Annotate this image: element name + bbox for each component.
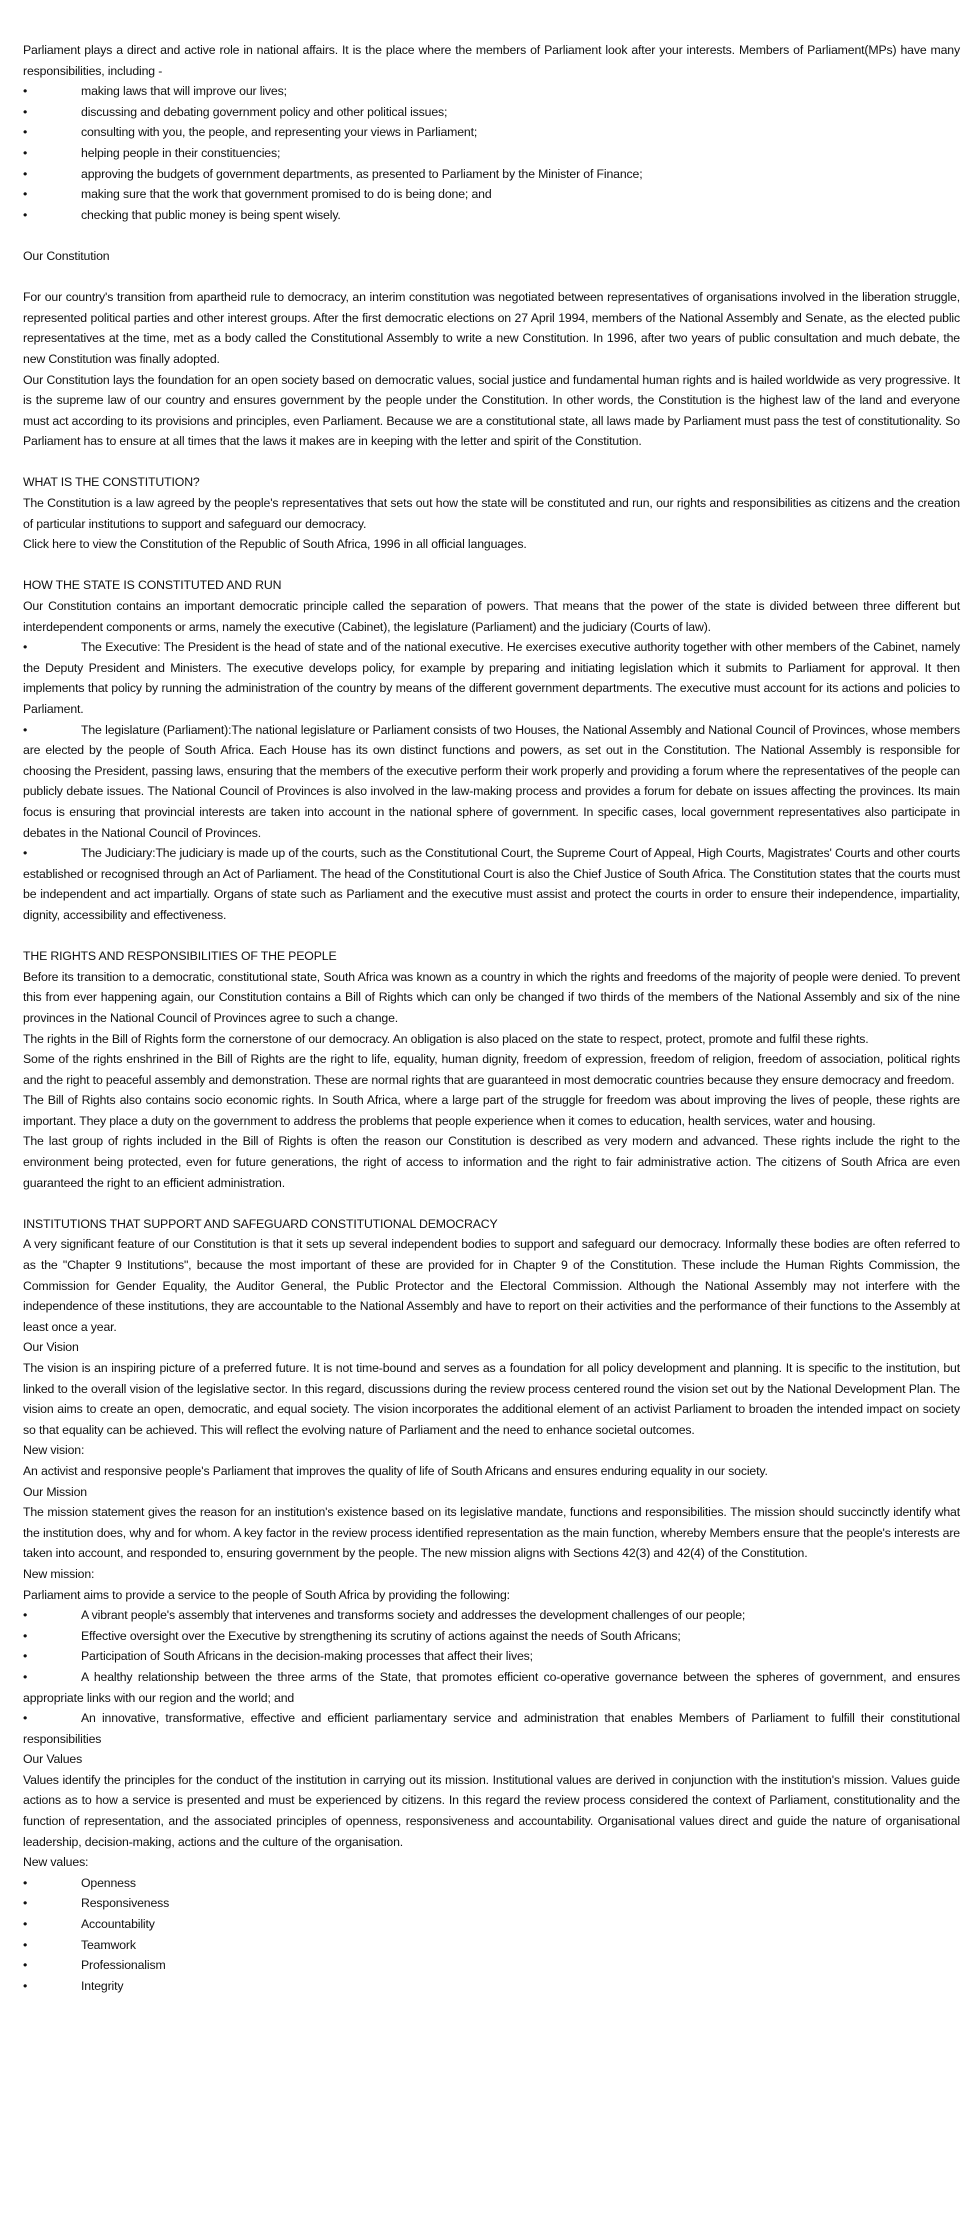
constitution-link[interactable]: Click here to view the Constitution of the Republic of South Africa, 1996 in all official languages. bbox=[23, 537, 527, 552]
bullet-icon: • bbox=[23, 84, 28, 99]
bullet-icon: • bbox=[23, 1917, 28, 1932]
bullet-icon: • bbox=[23, 1711, 28, 1726]
new-vision-label: New vision: bbox=[23, 1443, 85, 1458]
list-item: • helping people in their constituencies; bbox=[23, 143, 960, 164]
list-item: • Integrity bbox=[23, 1976, 960, 1997]
bullet-icon: • bbox=[23, 846, 28, 861]
section-heading-values: Our Values bbox=[23, 1752, 83, 1767]
section-heading-institutions: INSTITUTIONS THAT SUPPORT AND SAFEGUARD CONSTITUTIONAL DEMOCRACY bbox=[23, 1216, 498, 1231]
list-item: • Effective oversight over the Executive by strengthening its scrutiny of actions against the needs of South Africans; bbox=[23, 1626, 960, 1647]
bullet-icon: • bbox=[23, 125, 28, 140]
paragraph: A very significant feature of our Constitution is that it sets up several independent bodies to support and safeguard our democracy. Informally these bodies are often referred to as the "Chapter 9 Institutions", because the most important of these are provided for in Chapter 9 of the Constitution. These include the Human Rights Commission, the Commission for Gender Equality, the Auditor General, the Public Protector and the Electoral Commission. Although the National Assembly may not interfere with the independence of these institutions, they are accountable to the National Assembly and have to report on their activities and the performance of their functions to the Assembly at least once a year. bbox=[23, 1237, 960, 1334]
bullet-icon: • bbox=[23, 640, 28, 655]
paragraph: For our country's transition from apartheid rule to democracy, an interim constitution was negotiated between representatives of organisations involved in the liberation struggle, represented political parties and other interest groups. After the first democratic elections on 27 April 1994, members of the National Assembly and Senate, as the elected public representatives at the time, met as a body called the Constitutional Assembly to write a new Constitution. In 1996, after two years of public consultation and much debate, the new Constitution was finally adopted. bbox=[23, 290, 960, 366]
new-vision-text: An activist and responsive people's Parliament that improves the quality of life of South Africans and ensures enduring equality in our society. bbox=[23, 1463, 768, 1478]
bullet-icon: • bbox=[23, 1608, 28, 1623]
list-item: • approving the budgets of government departments, as presented to Parliament by the Minister of Finance; bbox=[23, 164, 960, 185]
list-item: • An innovative, transformative, effective and efficient parliamentary service and administration that enables Members of Parliament to fulfill their constitutional responsibilities bbox=[23, 1708, 960, 1749]
paragraph: Some of the rights enshrined in the Bill of Rights are the right to life, equality, human dignity, freedom of expression, freedom of religion, freedom of association, political rights and the right to peaceful assembly and demonstration. These are normal rights that are guaranteed in most democratic countries because they ensure democracy and freedom. bbox=[23, 1052, 960, 1087]
list-item: • Professionalism bbox=[23, 1955, 960, 1976]
new-values-label: New values: bbox=[23, 1855, 89, 1870]
bullet-icon: • bbox=[23, 187, 28, 202]
paragraph: Our Constitution contains an important democratic principle called the separation of powers. That means that the power of the state is divided between three different but interdependent components or arms, namely the executive (Cabinet), the legislature (Parliament) and the judiciary (Courts of law). bbox=[23, 599, 960, 634]
paragraph: Values identify the principles for the conduct of the institution in carrying out its mission. Institutional values are derived in conjunction with the institution's mission. Values guide actions as to how a service is presented and must be experienced by citizens. In this regard the review process considered the context of Parliament, constitutionality and the function of representation, and the associated principles of openness, responsiveness and accountability. Organisational values direct and guide the nature of organisational leadership, decision-making, actions and the culture of the organisation. bbox=[23, 1772, 960, 1849]
bullet-icon: • bbox=[23, 1896, 28, 1911]
list-item: • making sure that the work that government promised to do is being done; and bbox=[23, 184, 960, 205]
list-item: • consulting with you, the people, and representing your views in Parliament; bbox=[23, 122, 960, 143]
bullet-icon: • bbox=[23, 722, 28, 737]
list-item: • Responsiveness bbox=[23, 1893, 960, 1914]
paragraph: Before its transition to a democratic, constitutional state, South Africa was known as a country in which the rights and freedoms of the majority of people were denied. To prevent this from ever happening again, our Constitution contains a Bill of Rights which can only be changed if two thirds of the members of the National Assembly and six of the nine provinces in the National Council of Provinces agree to such a change. bbox=[23, 969, 960, 1025]
intro-paragraph: Parliament plays a direct and active role in national affairs. It is the place where the members of Parliament look after your interests. Members of Parliament(MPs) have many responsibilities, including - bbox=[23, 43, 960, 78]
section-heading-constitution: Our Constitution bbox=[23, 248, 110, 263]
list-item: • Openness bbox=[23, 1873, 960, 1894]
list-item-legislature: • The legislature (Parliament):The national legislature or Parliament consists of two Houses, the National Assembly and National Council of Provinces, whose members are elected by the people of South Africa. Each House has its own distinct functions and powers, as set out in the Constitution. The National Assembly is responsible for choosing the President, passing laws, ensuring that the members of the executive perform their work properly and providing a forum where the representatives of the people can publicly debate issues. The National Council of Provinces is also involved in the law-making process and provides a forum for debate on issues affecting the provinces. Its main focus is ensuring that provincial interests are taken into account in the national sphere of government. In specific cases, local government representatives also participate in debates in the National Council of Provinces. bbox=[23, 720, 960, 844]
bullet-icon: • bbox=[23, 1628, 28, 1643]
paragraph: Our Constitution lays the foundation for an open society based on democratic values, social justice and fundamental human rights and is hailed worldwide as very progressive. It is the supreme law of our country and ensures government by the people under the Constitution. In other words, the Constitution is the highest law of the land and everyone must act according to its provisions and principles, even Parliament. Because we are a constitutional state, all laws made by Parliament must pass the test of constitutionality. So Parliament has to ensure at all times that the laws it makes are in keeping with the letter and spirit of the Constitution. bbox=[23, 372, 960, 449]
section-heading-mission: Our Mission bbox=[23, 1484, 87, 1499]
bullet-icon: • bbox=[23, 1875, 28, 1890]
paragraph: The mission statement gives the reason for an institution's existence based on its legislative mandate, functions and responsibilities. The mission should succinctly identify what the institution does, why and for whom. A key factor in the review process identified representation as the main function, whereby Members ensure that the people's interests are taken into account, and responded to, ensuring government by the people. The new mission aligns with Sections 42(3) and 42(4) of the Constitution. bbox=[23, 1505, 960, 1561]
list-item: • making laws that will improve our lives; bbox=[23, 81, 960, 102]
section-heading-vision: Our Vision bbox=[23, 1340, 79, 1355]
bullet-icon: • bbox=[23, 1669, 28, 1684]
section-heading-state: HOW THE STATE IS CONSTITUTED AND RUN bbox=[23, 578, 282, 593]
list-item: • Participation of South Africans in the decision-making processes that affect their lives; bbox=[23, 1646, 960, 1667]
list-item: • checking that public money is being spent wisely. bbox=[23, 205, 960, 226]
bullet-icon: • bbox=[23, 1649, 28, 1664]
bullet-icon: • bbox=[23, 207, 28, 222]
list-item-executive: • The Executive: The President is the head of state and of the national executive. He exercises executive authority together with other members of the Cabinet, namely the Deputy President and Ministers. The executive develops policy, for example by preparing and initiating legislation which it submits to Parliament for approval. It then implements that policy by running the administration of the country by means of the different government departments. The executive must account for its actions and policies to Parliament. bbox=[23, 637, 960, 719]
list-item: • discussing and debating government policy and other political issues; bbox=[23, 102, 960, 123]
bullet-icon: • bbox=[23, 1978, 28, 1993]
paragraph: The vision is an inspiring picture of a preferred future. It is not time-bound and serves as a foundation for all policy development and planning. It is specific to the institution, but linked to the overall vision of the legislative sector. In this regard, discussions during the review process centered round the vision set out by the National Development Plan. The vision aims to create an open, democratic, and equal society. The vision incorporates the additional element of an activist Parliament to broaden the intended impact on society so that equality can be achieved. This will reflect the evolving nature of Parliament and the need to enhance societal outcomes. bbox=[23, 1361, 960, 1437]
bullet-icon: • bbox=[23, 104, 28, 119]
list-item: • A vibrant people's assembly that intervenes and transforms society and addresses the development challenges of our people; bbox=[23, 1605, 960, 1626]
bullet-icon: • bbox=[23, 1958, 28, 1973]
list-item: • Teamwork bbox=[23, 1935, 960, 1956]
bullet-icon: • bbox=[23, 145, 28, 160]
list-item: • Accountability bbox=[23, 1914, 960, 1935]
list-item: • A healthy relationship between the three arms of the State, that promotes efficient co-operative governance between the spheres of government, and ensures appropriate links with our region and the world; and bbox=[23, 1667, 960, 1708]
list-item-judiciary: • The Judiciary:The judiciary is made up of the courts, such as the Constitutional Court, the Supreme Court of Appeal, High Courts, Magistrates' Courts and other courts established or recognised through an Act of Parliament. The head of the Constitutional Court is also the Chief Justice of South Africa. The Constitution states that the courts must be independent and act impartially. Organs of state such as Parliament and the executive must assist and protect the courts in order to ensure their independence, impartiality, dignity, accessibility and effectiveness. bbox=[23, 843, 960, 925]
paragraph: The Constitution is a law agreed by the people's representatives that sets out how the state will be constituted and run, our rights and responsibilities as citizens and the creation of particular institutions to support and safeguard our democracy. bbox=[23, 496, 960, 531]
paragraph: The Bill of Rights also contains socio economic rights. In South Africa, where a large part of the struggle for freedom was about improving the lives of people, these rights are important. They place a duty on the government to address the problems that people experience when it comes to education, health services, water and housing. bbox=[23, 1093, 960, 1128]
new-mission-text: Parliament aims to provide a service to the people of South Africa by providing the following: bbox=[23, 1587, 510, 1602]
section-heading-what-is: WHAT IS THE CONSTITUTION? bbox=[23, 475, 200, 490]
bullet-icon: • bbox=[23, 1937, 28, 1952]
new-mission-label: New mission: bbox=[23, 1566, 95, 1581]
paragraph: The last group of rights included in the Bill of Rights is often the reason our Constitution is described as very modern and advanced. These rights include the right to the environment being protected, even for future generations, the right of access to information and the right to fair administrative action. The citizens of South Africa are even guaranteed the right to an efficient administration. bbox=[23, 1134, 960, 1190]
paragraph: The rights in the Bill of Rights form the cornerstone of our democracy. An obligation is also placed on the state to respect, protect, promote and fulfil these rights. bbox=[23, 1031, 869, 1046]
section-heading-rights: THE RIGHTS AND RESPONSIBILITIES OF THE PEOPLE bbox=[23, 949, 337, 964]
bullet-icon: • bbox=[23, 166, 28, 181]
